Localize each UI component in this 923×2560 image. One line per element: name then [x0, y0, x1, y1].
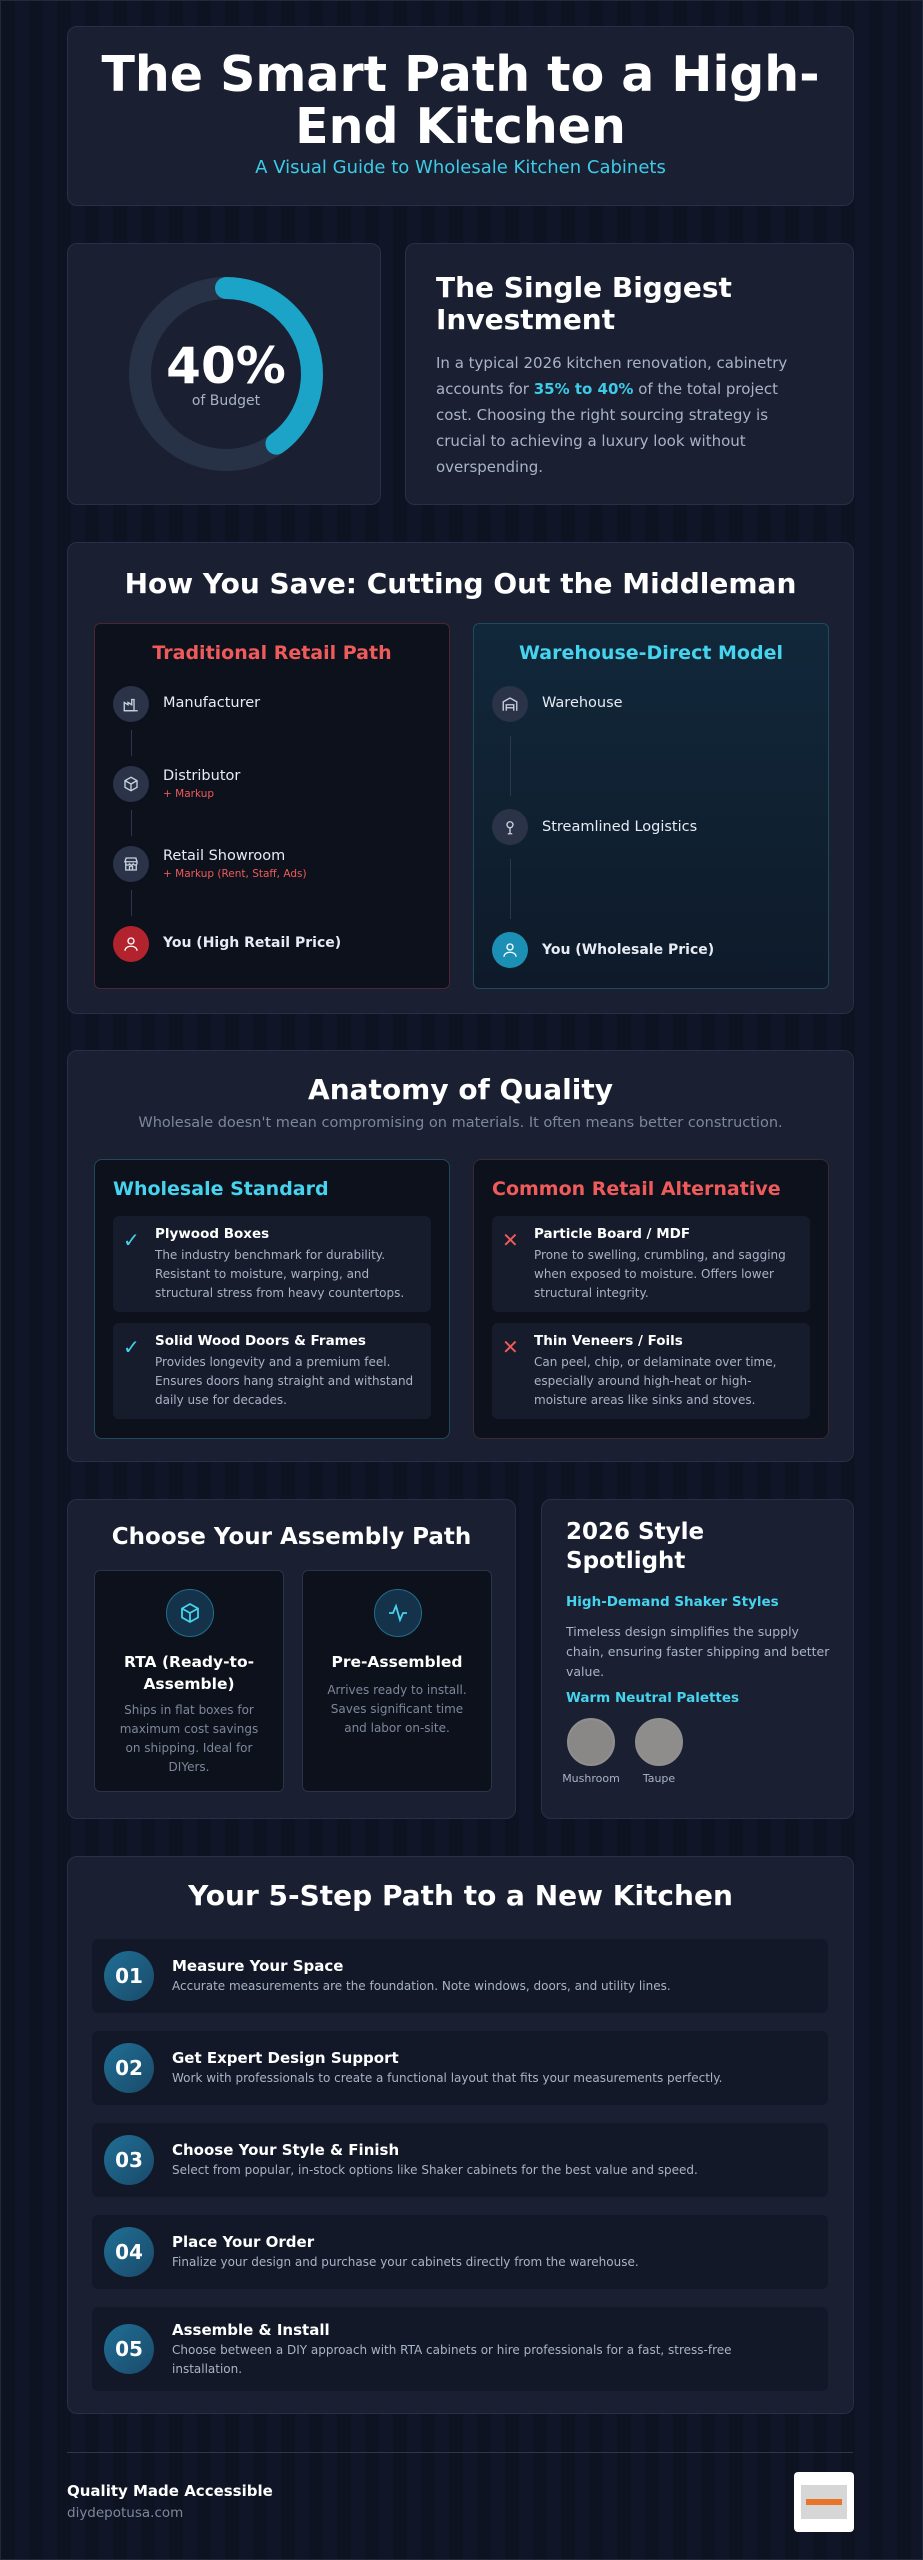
shaker-title: High-Demand Shaker Styles: [566, 1594, 779, 1610]
step-text: Select from popular, in-stock options like Shaker cabinets for the best value and speed.: [172, 2163, 698, 2177]
quality-subtitle: Wholesale doesn't mean compromising on materials. It often means better construction.: [138, 1115, 783, 1131]
assembly-option-rta: [94, 1570, 284, 1792]
step-number: 03: [104, 2135, 154, 2185]
box-icon: [113, 766, 149, 802]
warehouse-step-warehouse: Warehouse: [542, 695, 623, 711]
connector-line: [131, 890, 132, 916]
step-row: [92, 2031, 828, 2105]
logo-bar: [806, 2499, 842, 2505]
budget-percent: 40%: [166, 337, 286, 395]
retail-column: [473, 1159, 829, 1439]
store-icon: [113, 846, 149, 882]
warehouse-step-you: You (Wholesale Price): [542, 942, 715, 958]
cross-icon: ✕: [502, 1228, 519, 1252]
assembly-title: Choose Your Assembly Path: [111, 1524, 472, 1550]
page-title-line1: The Smart Path to a High-: [101, 46, 820, 103]
traditional-step-you: You (High Retail Price): [163, 935, 342, 951]
check-icon: ✓: [123, 1335, 140, 1359]
page-title: [68, 46, 853, 155]
quality-item-text: Can peel, chip, or delaminate over time, especially around high-heat or high-moisture areas like sinks and stoves.: [534, 1355, 777, 1407]
step-title: Place Your Order: [172, 2233, 315, 2251]
quality-item-text: The industry benchmark for durability. Resistant to moisture, warping, and structural stress from heavy countertops.: [155, 1248, 405, 1300]
swatch-mushroom-label: Mushroom: [562, 1772, 620, 1785]
step-text: Work with professionals to create a functional layout that fits your measurements perfectly.: [172, 2071, 723, 2085]
warehouse-title: Warehouse-Direct Model: [518, 642, 783, 664]
step-row: [92, 2215, 828, 2289]
assembly-option-text: Arrives ready to install. Saves significant time and labor on-site.: [327, 1683, 467, 1735]
traditional-step-distributor: Distributor: [163, 768, 241, 784]
quality-item: [492, 1323, 810, 1419]
assembly-card: [67, 1499, 516, 1819]
activity-icon: [374, 1589, 422, 1637]
step-row: [92, 2307, 828, 2391]
quality-item: [113, 1323, 431, 1419]
warehouse-icon: [492, 686, 528, 722]
investment-body-post: of the total project cost. Choosing the right sourcing strategy is crucial to achieving a luxury look without overspending.: [436, 380, 778, 476]
middleman-title: How You Save: Cutting Out the Middleman: [124, 567, 797, 600]
step-row: [92, 1939, 828, 2013]
swatch-taupe-label: Taupe: [642, 1772, 676, 1785]
investment-title: The Single Biggest Investment: [436, 271, 732, 336]
shaker-text: Timeless design simplifies the supply chain, ensuring faster shipping and better value.: [566, 1624, 830, 1679]
donut-center: [126, 274, 326, 474]
user-icon: [113, 926, 149, 962]
step-title: Assemble & Install: [172, 2321, 330, 2339]
steps-card: [67, 1856, 854, 2414]
investment-highlight: 35% to 40%: [533, 380, 634, 398]
step-text: Choose between a DIY approach with RTA cabinets or hire professionals for a fast, stress-free installation.: [172, 2343, 732, 2376]
step-number: 05: [104, 2324, 154, 2374]
budget-donut-chart: [126, 274, 326, 474]
step-number: 02: [104, 2043, 154, 2093]
assembly-option-heading: RTA (Ready-to-Assemble): [123, 1653, 255, 1693]
step-title: Choose Your Style & Finish: [172, 2141, 400, 2159]
connector-line: [510, 736, 511, 796]
quality-item: [113, 1216, 431, 1312]
quality-card: [67, 1050, 854, 1462]
step-number: 01: [104, 1951, 154, 2001]
quality-item-heading: Plywood Boxes: [155, 1226, 270, 1242]
wholesale-title: Wholesale Standard: [113, 1178, 329, 1200]
quality-item-text: Provides longevity and a premium feel. Ensures doors hang straight and withstand daily use for decades.: [155, 1355, 414, 1407]
page-subtitle: A Visual Guide to Wholesale Kitchen Cabinets: [255, 157, 666, 178]
check-icon: ✓: [123, 1228, 140, 1252]
distributor-markup: + Markup: [163, 788, 215, 800]
cross-icon: ✕: [502, 1335, 519, 1359]
quality-item: [492, 1216, 810, 1312]
step-number: 04: [104, 2227, 154, 2277]
wholesale-column: [94, 1159, 450, 1439]
budget-card: [67, 243, 381, 505]
footer-site-link[interactable]: diydepotusa.com: [67, 2505, 184, 2521]
user-icon: [492, 932, 528, 968]
quality-item-heading: Particle Board / MDF: [534, 1226, 691, 1242]
header-card: [67, 26, 854, 206]
palette-title: Warm Neutral Palettes: [566, 1690, 740, 1706]
page-title-line2: End Kitchen: [295, 98, 626, 155]
swatch-mushroom: [567, 1718, 615, 1766]
traditional-title: Traditional Retail Path: [152, 642, 392, 664]
traditional-step-manufacturer: Manufacturer: [163, 695, 261, 711]
connector-line: [131, 730, 132, 756]
connector-line: [510, 859, 511, 919]
factory-icon: [113, 686, 149, 722]
connector-line: [131, 810, 132, 836]
step-row: [92, 2123, 828, 2197]
warehouse-step-logistics: Streamlined Logistics: [542, 819, 698, 835]
swatch-taupe: [635, 1718, 683, 1766]
route-icon: [492, 809, 528, 845]
assembly-option-text: Ships in flat boxes for maximum cost savings on shipping. Ideal for DIYers.: [119, 1703, 259, 1774]
quality-item-heading: Thin Veneers / Foils: [534, 1333, 683, 1349]
traditional-step-showroom: Retail Showroom: [163, 848, 286, 864]
assembly-option-preassembled: [302, 1570, 492, 1792]
step-title: Measure Your Space: [172, 1957, 344, 1975]
budget-caption: of Budget: [191, 393, 261, 409]
retail-title: Common Retail Alternative: [492, 1178, 781, 1200]
quality-title: Anatomy of Quality: [308, 1073, 613, 1106]
step-text: Accurate measurements are the foundation. Note windows, doors, and utility lines.: [172, 1979, 671, 1993]
step-title: Get Expert Design Support: [172, 2049, 399, 2067]
assembly-option-heading: Pre-Assembled: [331, 1653, 463, 1671]
logo-graphic: [801, 2485, 847, 2519]
spotlight-card: [541, 1499, 854, 1819]
showroom-markup: + Markup (Rent, Staff, Ads): [163, 868, 307, 880]
middleman-card: [67, 542, 854, 1014]
investment-body: [436, 350, 816, 480]
warehouse-panel: [473, 623, 829, 989]
spotlight-title: 2026 Style Spotlight: [566, 1519, 705, 1574]
quality-item-text: Prone to swelling, crumbling, and sagging when exposed to moisture. Offers lower structural integrity.: [534, 1248, 786, 1300]
footer-tagline: Quality Made Accessible: [67, 2482, 273, 2500]
investment-card: [405, 243, 854, 505]
traditional-panel: [94, 623, 450, 989]
brand-logo-icon[interactable]: [794, 2472, 854, 2532]
quality-item-heading: Solid Wood Doors & Frames: [155, 1333, 366, 1349]
steps-title: Your 5-Step Path to a New Kitchen: [188, 1879, 733, 1912]
cube-icon: [166, 1589, 214, 1637]
step-text: Finalize your design and purchase your cabinets directly from the warehouse.: [172, 2255, 639, 2269]
investment-body-pre: In a typical 2026 kitchen renovation, cabinetry accounts for: [436, 354, 788, 398]
footer-divider: [67, 2452, 853, 2453]
